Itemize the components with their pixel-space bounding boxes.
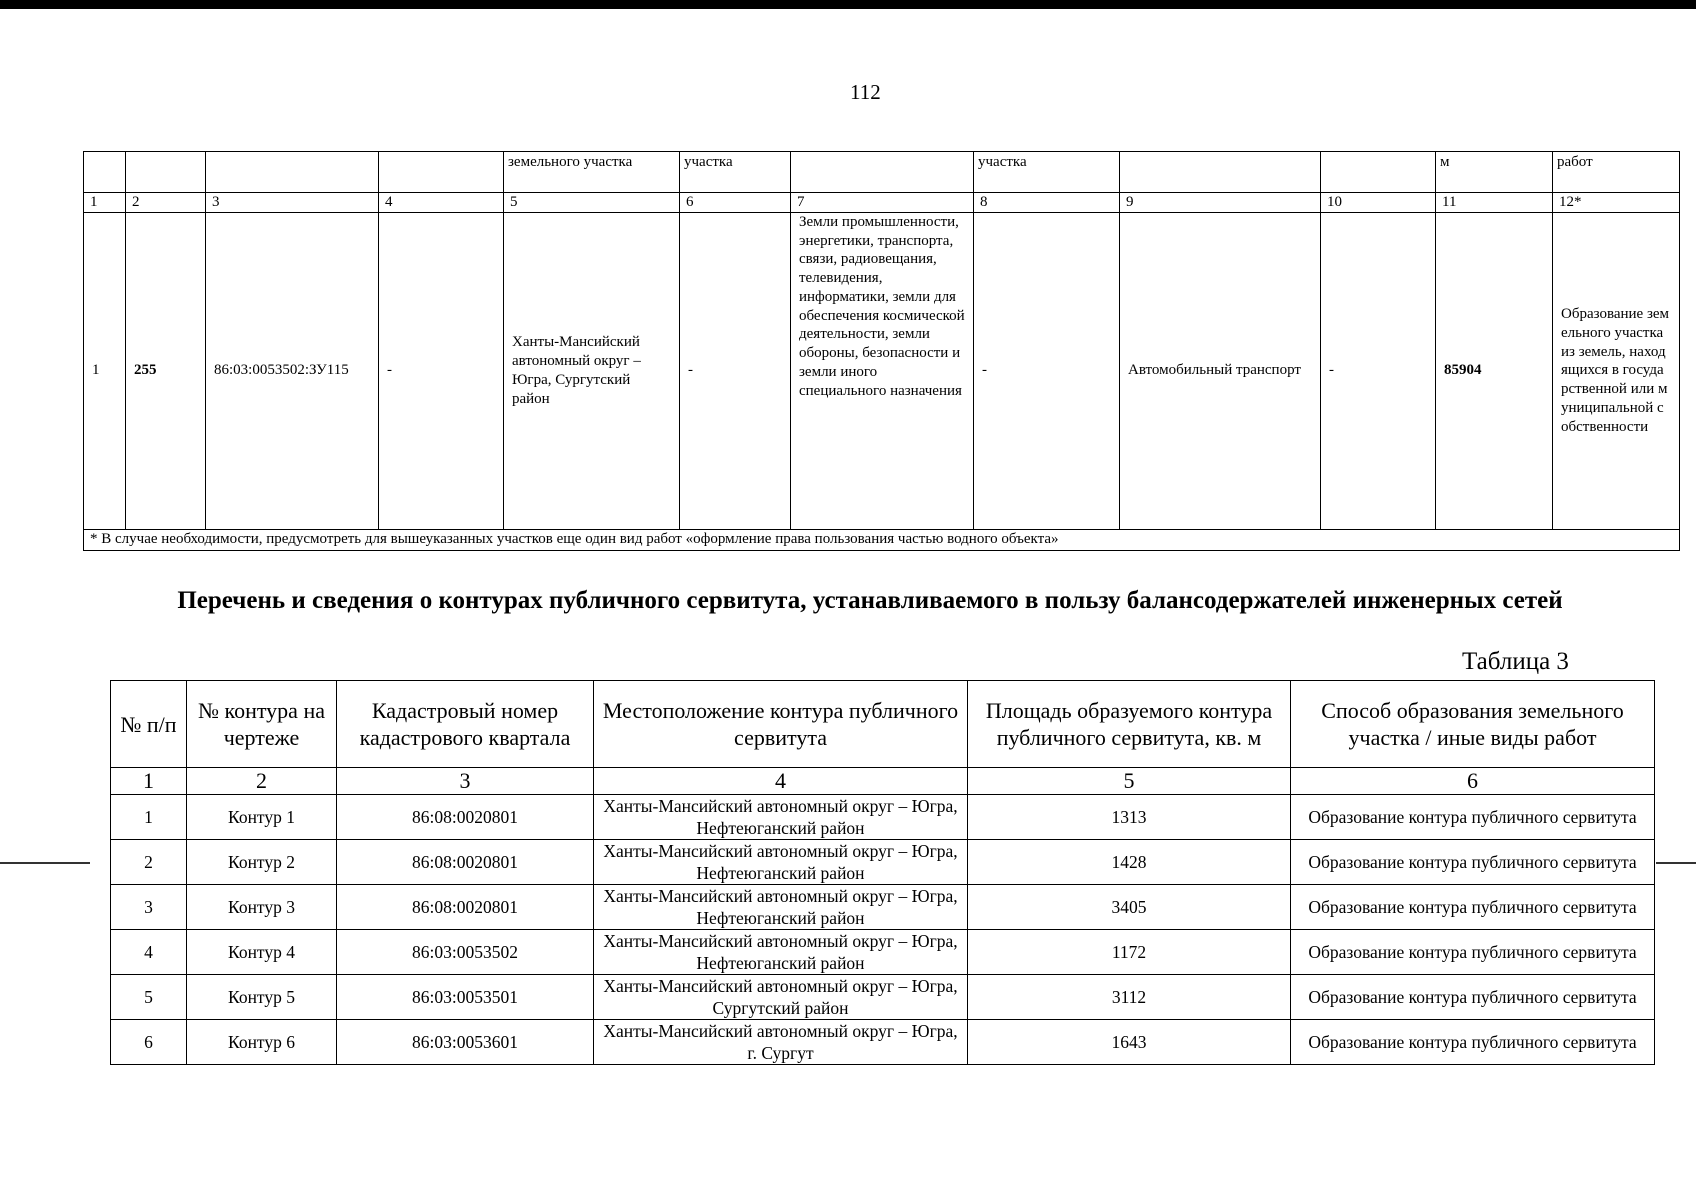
servitude-contours-table: [110, 680, 1655, 1065]
table1-column-number: 5: [504, 193, 680, 213]
row-area: 1172: [968, 930, 1291, 975]
table1-header-cell: [791, 152, 974, 193]
table1-column-number: 6: [680, 193, 791, 213]
table-row: [111, 930, 1655, 975]
table1-row-index: 1: [84, 212, 126, 529]
table1-location: Ханты-Мансийский автономный округ – Югра, Сургутский район: [504, 212, 680, 529]
table1-header-cell: земельного участка: [504, 152, 680, 193]
table1-column-number: 3: [206, 193, 379, 213]
row-area: 1428: [968, 840, 1291, 885]
table1-header-cell: [126, 152, 206, 193]
table1-column-number-row: [84, 193, 1680, 213]
row-cadastral: 86:08:0020801: [337, 885, 594, 930]
table1-column-number: 8: [974, 193, 1120, 213]
row-location: Ханты-Мансийский автономный округ – Югра, Нефтеюганский район: [594, 885, 968, 930]
table1-column-number: 12*: [1553, 193, 1680, 213]
row-index: 6: [111, 1020, 187, 1065]
row-cadastral: 86:08:0020801: [337, 795, 594, 840]
table-row: [111, 975, 1655, 1020]
table2-column-number: 3: [337, 768, 594, 795]
table1-cell-10: -: [1321, 212, 1436, 529]
table1-header-cell: [379, 152, 504, 193]
table-row: [111, 795, 1655, 840]
table1-column-number: 1: [84, 193, 126, 213]
row-area: 3405: [968, 885, 1291, 930]
row-cadastral: 86:03:0053601: [337, 1020, 594, 1065]
page-number: 112: [850, 80, 881, 104]
table2-header-location: Местоположение контура публичного сервитута: [594, 681, 968, 768]
row-contour: Контур 6: [187, 1020, 337, 1065]
row-method: Образование контура публичного сервитута: [1291, 975, 1655, 1020]
row-method: Образование контура публичного сервитута: [1291, 930, 1655, 975]
table1-header-cell: м: [1436, 152, 1553, 193]
scan-artifact-right: [1656, 862, 1696, 864]
table2-column-number: 6: [1291, 768, 1655, 795]
row-cadastral: 86:08:0020801: [337, 840, 594, 885]
table1-header-cell: [84, 152, 126, 193]
row-contour: Контур 2: [187, 840, 337, 885]
row-contour: Контур 5: [187, 975, 337, 1020]
land-plot-table: [83, 151, 1680, 551]
row-index: 2: [111, 840, 187, 885]
table2-column-number: 4: [594, 768, 968, 795]
table1-cadastral-number: 86:03:0053502:ЗУ115: [206, 212, 379, 529]
table1-footnote-row: [84, 529, 1680, 550]
row-index: 4: [111, 930, 187, 975]
row-method: Образование контура публичного сервитута: [1291, 1020, 1655, 1065]
table1-header-cell: [1321, 152, 1436, 193]
table1-data-row: [84, 212, 1680, 529]
table2-column-number-row: [111, 768, 1655, 795]
scan-top-border: [0, 0, 1696, 9]
row-location: Ханты-Мансийский автономный округ – Югра, Нефтеюганский район: [594, 795, 968, 840]
table2-header-index: № п/п: [111, 681, 187, 768]
table1-cell-6: -: [680, 212, 791, 529]
table-row: [111, 840, 1655, 885]
row-method: Образование контура публичного сервитута: [1291, 885, 1655, 930]
table2-column-number: 1: [111, 768, 187, 795]
row-contour: Контур 3: [187, 885, 337, 930]
table1-land-category: Земли промышленности, энергетики, транспорта, связи, радиовещания, телевидения, информатики, земли для обеспечения космической деятельности, земли обороны, безопасности и земли иного специального назначения: [791, 212, 974, 529]
table2-header-method: Способ образования земельного участка / иные виды работ: [1291, 681, 1655, 768]
row-area: 3112: [968, 975, 1291, 1020]
table1-area: 85904: [1436, 212, 1553, 529]
row-index: 5: [111, 975, 187, 1020]
row-contour: Контур 1: [187, 795, 337, 840]
table1-column-number: 2: [126, 193, 206, 213]
table1-column-number: 11: [1436, 193, 1553, 213]
table1-header-fragment-row: [84, 152, 1680, 193]
row-location: Ханты-Мансийский автономный округ – Югра, Нефтеюганский район: [594, 840, 968, 885]
table2-header-area: Площадь образуемого контура публичного сервитута, кв. м: [968, 681, 1291, 768]
row-index: 3: [111, 885, 187, 930]
table-row: [111, 885, 1655, 930]
row-area: 1643: [968, 1020, 1291, 1065]
row-cadastral: 86:03:0053501: [337, 975, 594, 1020]
row-cadastral: 86:03:0053502: [337, 930, 594, 975]
table1-cell-4: -: [379, 212, 504, 529]
table1-column-number: 4: [379, 193, 504, 213]
section-heading: Перечень и сведения о контурах публичного сервитута, устанавливаемого в пользу балансодержателей инженерных сетей: [177, 587, 1563, 614]
table1-header-cell: участка: [680, 152, 791, 193]
table2-column-number: 2: [187, 768, 337, 795]
scan-artifact-left: [0, 862, 90, 864]
table1-footnote: * В случае необходимости, предусмотреть для вышеуказанных участков еще один вид работ «оформление права пользования частью водного объекта»: [84, 529, 1680, 550]
table1-header-cell: работ: [1553, 152, 1680, 193]
row-method: Образование контура публичного сервитута: [1291, 795, 1655, 840]
table-row: [111, 1020, 1655, 1065]
row-method: Образование контура публичного сервитута: [1291, 840, 1655, 885]
table1-permitted-use: Автомобильный транспорт: [1120, 212, 1321, 529]
table1-header-cell: [206, 152, 379, 193]
row-location: Ханты-Мансийский автономный округ – Югра, г. Сургут: [594, 1020, 968, 1065]
table1-formation-method: Образование земельного участка из земель, находящихся в государственной или муниципальной собственности: [1553, 212, 1680, 529]
table1-header-cell: [1120, 152, 1321, 193]
table1-cell-8: -: [974, 212, 1120, 529]
row-location: Ханты-Мансийский автономный округ – Югра, Нефтеюганский район: [594, 930, 968, 975]
table2-header-cadastral: Кадастровый номер кадастрового квартала: [337, 681, 594, 768]
row-area: 1313: [968, 795, 1291, 840]
table-label: Таблица 3: [1462, 648, 1569, 675]
row-index: 1: [111, 795, 187, 840]
table1-column-number: 10: [1321, 193, 1436, 213]
row-location: Ханты-Мансийский автономный округ – Югра, Сургутский район: [594, 975, 968, 1020]
row-contour: Контур 4: [187, 930, 337, 975]
table2-header-contour: № контура на чертеже: [187, 681, 337, 768]
table1-column-number: 7: [791, 193, 974, 213]
table1-plot-number: 255: [126, 212, 206, 529]
table2-column-number: 5: [968, 768, 1291, 795]
table2-header-row: [111, 681, 1655, 768]
table1-column-number: 9: [1120, 193, 1321, 213]
table1-header-cell: участка: [974, 152, 1120, 193]
